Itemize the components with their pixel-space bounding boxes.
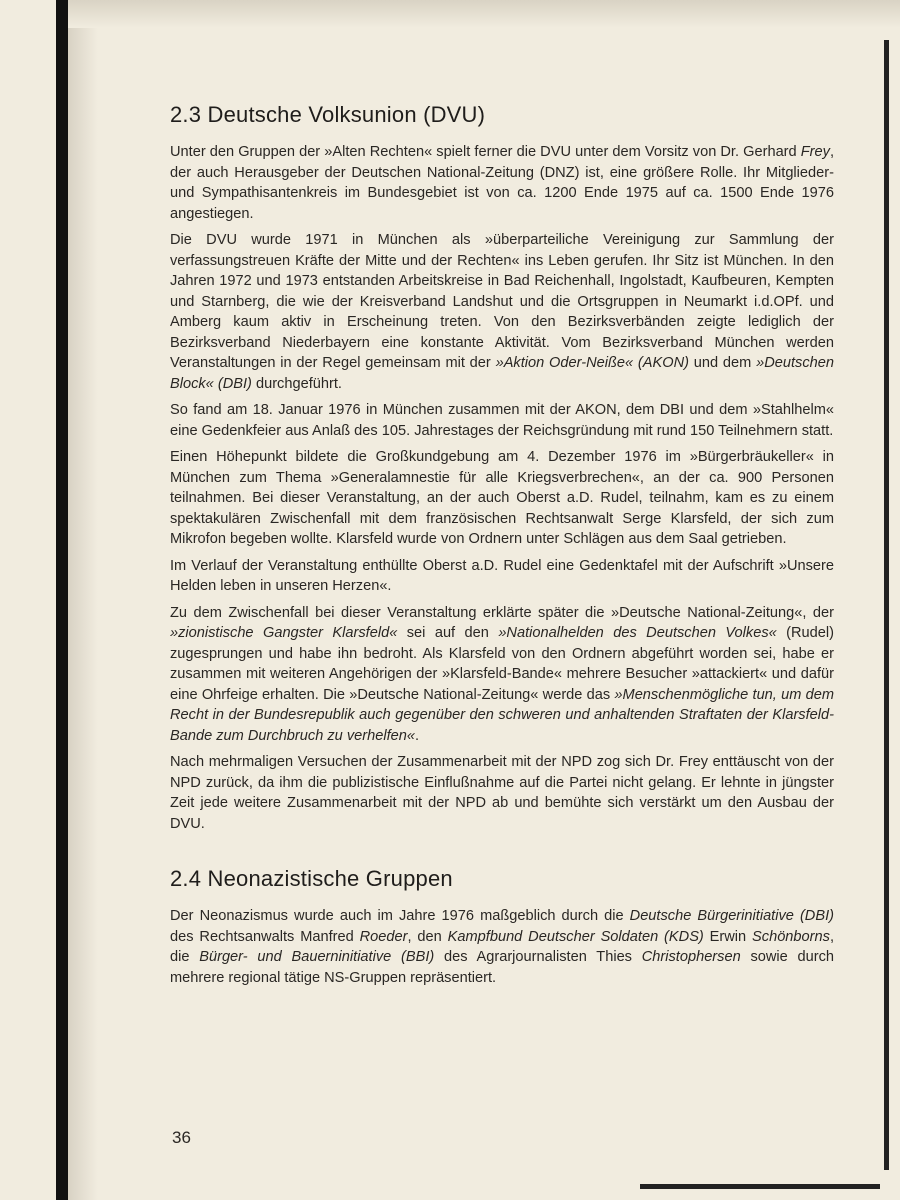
section-heading-dvu: 2.3 Deutsche Volksunion (DVU) (170, 102, 486, 127)
text-run: sowie durch mehrere regional tätige NS-Gruppen repräsentiert. (170, 949, 835, 986)
text-run: , der auch Herausgeber der Deutschen National-Zeitung (DNZ) ist, eine größere Rolle. Ihr Mitglieder- und Sympathisantenkreis im Bundesgebiet ist von ca. 1200 Ende 1975 auf ca. 1500 Ende 1976 angestiegen. (170, 144, 834, 222)
page-bottom-edge (640, 1184, 880, 1189)
page-content (170, 102, 834, 994)
text-run: Einen Höhepunkt bildete die Großkundgebung am 4. Dezember 1976 im »Bürgerbräukeller« in München zum Thema »Generalamnestie für alle Kriegsverbrechen«, an der ca. 900 Personen teilnahmen. Bei dieser Veranstaltung, an der auch Oberst a.D. Rudel, teilnahm, kam es zu einem spektakulären Zwischenfall mit dem französischen Rechtsanwalt Serge Klarsfeld, der sich zum Mikrofon begeben wollte. Klarsfeld wurde von Ordnern unter Schlägen aus dem Saal getrieben. (170, 449, 834, 547)
paragraph (170, 400, 834, 441)
text-run: Erwin (703, 928, 753, 945)
text-run: und dem (689, 355, 757, 371)
text-run: Die DVU wurde 1971 in München als »überparteiliche Vereinigung zur Sammlung der verfassungstreuen Kräfte der Mitte und der Rechten« ins Leben gerufen. Ihr Sitz ist München. In den Jahren 1972 und 1973 entstanden Arbeitskreise in Bad Reichenhall, Ingolstadt, Kaufbeuren, Kempten und Starnberg, die wie der Kreisverband Landshut und die Ortsgruppen in Neumarkt i.d.OPf. und Amberg kaum aktiv in Erscheinung treten. Von den Bezirksverbänden zeigte lediglich der Bezirksverband Niederbayern eine konstante Aktivität. Vom Bezirksverband München werden Veranstaltungen in der Regel gemeinsam mit der (170, 232, 834, 371)
text-run: , den (407, 928, 448, 945)
paragraph (170, 603, 834, 747)
page-number: 36 (172, 1128, 191, 1147)
paragraph (170, 230, 834, 394)
italic-text: Roeder (359, 928, 408, 945)
text-run: (Rudel) zugesprungen und habe ihn bedroht. Als Klarsfeld von den Ordnern abgeführt worden sei, habe er zusammen mit weiteren Angehörigen der »Klarsfeld-Bande« mehrere Besucher »attackiert« und dafür eine Ohrfeige erhalten. Die »Deutsche National-Zeitung« werde das (170, 625, 835, 703)
text-run: . (415, 727, 420, 744)
paragraph (170, 142, 834, 224)
paragraph (170, 447, 834, 550)
section-body-neonazi (170, 906, 834, 988)
text-run: , die (170, 928, 834, 965)
text-run: Zu dem Zwischenfall bei dieser Veranstaltung erklärte später die »Deutsche National-Zeitung«, der (170, 604, 834, 621)
italic-text: Bürger- und Bauerninitiative (BBI) (199, 949, 435, 965)
italic-text: »zionistische Gangster Klarsfeld« (170, 625, 398, 641)
text-run: Im Verlauf der Veranstaltung enthüllte Oberst a.D. Rudel eine Gedenktafel mit der Aufschrift »Unsere Helden leben in unseren Herzen«. (170, 557, 834, 594)
text-run: des Rechtsanwalts Manfred (170, 928, 360, 945)
italic-text: Kampfbund Deutscher Soldaten (KDS) (447, 928, 704, 945)
text-run: sei auf den (397, 625, 499, 641)
text-run: durchgeführt. (251, 375, 342, 392)
gutter-shadow (68, 0, 98, 1200)
text-run: Der Neonazismus wurde auch im Jahre 1976 maßgeblich durch die (170, 908, 630, 924)
italic-text: Frey (800, 144, 830, 160)
text-run: So fand am 18. Januar 1976 in München zusammen mit der AKON, dem DBI und dem »Stahlhelm« eine Gedenkfeier aus Anlaß des 105. Jahrestages der Reichsgründung mit rund 150 Teilnehmern statt. (170, 402, 834, 439)
italic-text: Christophersen (641, 949, 741, 965)
paragraph (170, 556, 834, 597)
italic-text: Schönborns (752, 928, 830, 945)
text-run: Unter den Gruppen der »Alten Rechten« spielt ferner die DVU unter dem Vorsitz von Dr. Gerhard (170, 144, 801, 160)
book-binding-edge (56, 0, 68, 1200)
italic-text: »Deutschen Block« (DBI) (170, 355, 834, 392)
italic-text: »Menschenmögliche tun, um dem Recht in der Bundesrepublik auch gegenüber den schweren und anhaltenden Straftaten der Klarsfeld-Bande zum Durchbruch zu verhelfen« (170, 686, 834, 744)
italic-text: »Nationalhelden des Deutschen Volkes« (498, 625, 777, 641)
section-heading-neonazi: 2.4 Neonazistische Gruppen (170, 866, 453, 891)
paragraph (170, 906, 834, 988)
italic-text: »Aktion Oder-Neiße« (AKON) (495, 355, 689, 371)
page-top-edge (68, 0, 900, 28)
text-run: Nach mehrmaligen Versuchen der Zusammenarbeit mit der NPD zog sich Dr. Frey enttäuscht von der NPD zurück, da ihm die publizistische Einflußnahme auf die Partei nicht gelang. Er lehnte in jüngster Zeit jede weitere Zusammenarbeit mit der NPD ab und bemühte sich verstärkt um den Ausbau der DVU. (170, 754, 834, 832)
paragraph (170, 752, 834, 834)
text-run: des Agrarjournalisten Thies (434, 949, 642, 965)
section-body-dvu (170, 142, 834, 834)
page-right-edge (884, 40, 889, 1170)
italic-text: Deutsche Bürgerinitiative (DBI) (629, 908, 834, 924)
